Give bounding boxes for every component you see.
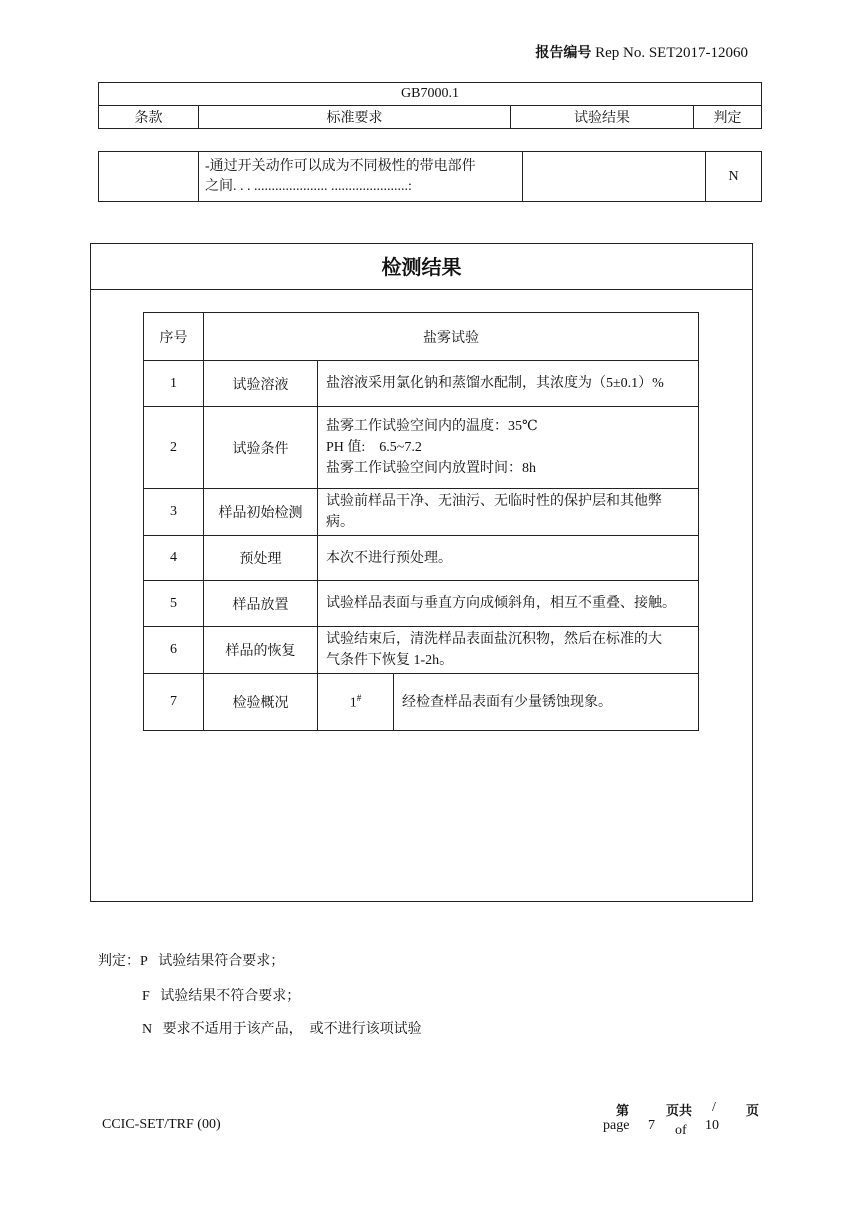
detail-line: 盐雾工作试验空间内放置时间：8h (326, 461, 536, 476)
row-no: 6 (144, 627, 204, 674)
row-detail (318, 407, 699, 489)
row-detail (318, 581, 699, 627)
clause-row-table (98, 151, 762, 202)
page-cn-di: 第 (616, 1104, 630, 1119)
row-no: 7 (144, 674, 204, 731)
column-header-result: 试验结果 (511, 106, 694, 129)
legend-code: P (140, 954, 148, 969)
legend-text: 要求不适用于该产品， 或不进行该项试验 (162, 1022, 422, 1037)
row-item: 检验概况 (204, 674, 318, 731)
detail-line: 病。 (326, 515, 354, 530)
row-no: 4 (144, 536, 204, 581)
clause-cell (99, 152, 199, 202)
page-cn-slash: / (712, 1100, 716, 1115)
legend-line-f (142, 985, 300, 1005)
inspection-finding: 经检查样品表面有少量锈蚀现象。 (394, 674, 699, 731)
row-detail (318, 627, 699, 674)
form-code: CCIC-SET/TRF (00) (102, 1117, 221, 1132)
sample-mark: # (356, 692, 362, 703)
legend-prefix: 判定： (98, 954, 140, 969)
result-cell (523, 152, 706, 202)
row-item: 样品的恢复 (204, 627, 318, 674)
detail-line: 盐雾工作试验空间内的温度：35℃ (326, 419, 538, 434)
legend-code: N (142, 1022, 153, 1037)
page-cn-yegong: 页共 (666, 1104, 693, 1119)
row-item: 试验溶液 (204, 361, 318, 407)
row-item: 试验条件 (204, 407, 318, 489)
verdict-cell: N (706, 152, 762, 202)
header-test: 盐雾试验 (204, 313, 699, 361)
row-detail (318, 536, 699, 581)
page-number: 7 (648, 1118, 655, 1133)
page-word: page (603, 1118, 630, 1133)
row-no: 2 (144, 407, 204, 489)
page-cn-ye: 页 (746, 1104, 760, 1119)
sample-id (318, 674, 394, 731)
row-detail (318, 489, 699, 536)
detail-line: PH 值: 6.5~7.2 (326, 440, 422, 455)
detail-line: 试验样品表面与垂直方向成倾斜角，相互不重叠、接触。 (326, 596, 676, 611)
row-item: 样品放置 (204, 581, 318, 627)
row-detail (318, 361, 699, 407)
salt-spray-table (143, 312, 699, 731)
header-no: 序号 (144, 313, 204, 361)
row-item: 预处理 (204, 536, 318, 581)
legend-code: F (142, 989, 150, 1004)
requirement-line-2: 之间. . . ..................... ......................: (205, 178, 412, 194)
standard-name: GB7000.1 (99, 83, 762, 106)
sample-number: 1 (349, 695, 357, 711)
detail-line: 试验前样品干净、无油污、无临时性的保护层和其他弊 (326, 494, 662, 509)
report-number-value: Rep No. SET2017-12060 (595, 45, 748, 61)
detail-line: 本次不进行预处理。 (326, 550, 452, 566)
column-header-verdict: 判定 (694, 106, 762, 129)
column-header-requirement: 标准要求 (199, 106, 511, 129)
requirement-line-1: -通过开关动作可以成为不同极性的带电部件 (205, 158, 476, 174)
row-no: 1 (144, 361, 204, 407)
detail-line: 气条件下恢复 1-2h。 (326, 653, 454, 668)
results-title: 检测结果 (91, 244, 752, 290)
row-item: 样品初始检测 (204, 489, 318, 536)
report-number (535, 42, 748, 62)
requirement-cell (199, 152, 523, 202)
total-pages: 10 (705, 1118, 719, 1133)
legend-text: 试验结果不符合要求； (160, 989, 301, 1004)
detail-line: 试验结束后，清洗样品表面盐沉积物，然后在标准的大 (326, 632, 662, 647)
detail-line: 盐溶液采用氯化钠和蒸馏水配制，其浓度为（5±0.1）% (326, 376, 664, 391)
column-header-clause: 条款 (99, 106, 199, 129)
legend-line-p (98, 950, 284, 970)
standard-header-table (98, 82, 762, 129)
report-number-label: 报告编号 (535, 45, 592, 61)
legend-text: 试验结果符合要求； (158, 954, 285, 969)
row-no: 3 (144, 489, 204, 536)
row-no: 5 (144, 581, 204, 627)
of-word: of (675, 1123, 687, 1138)
legend-line-n (142, 1018, 422, 1038)
